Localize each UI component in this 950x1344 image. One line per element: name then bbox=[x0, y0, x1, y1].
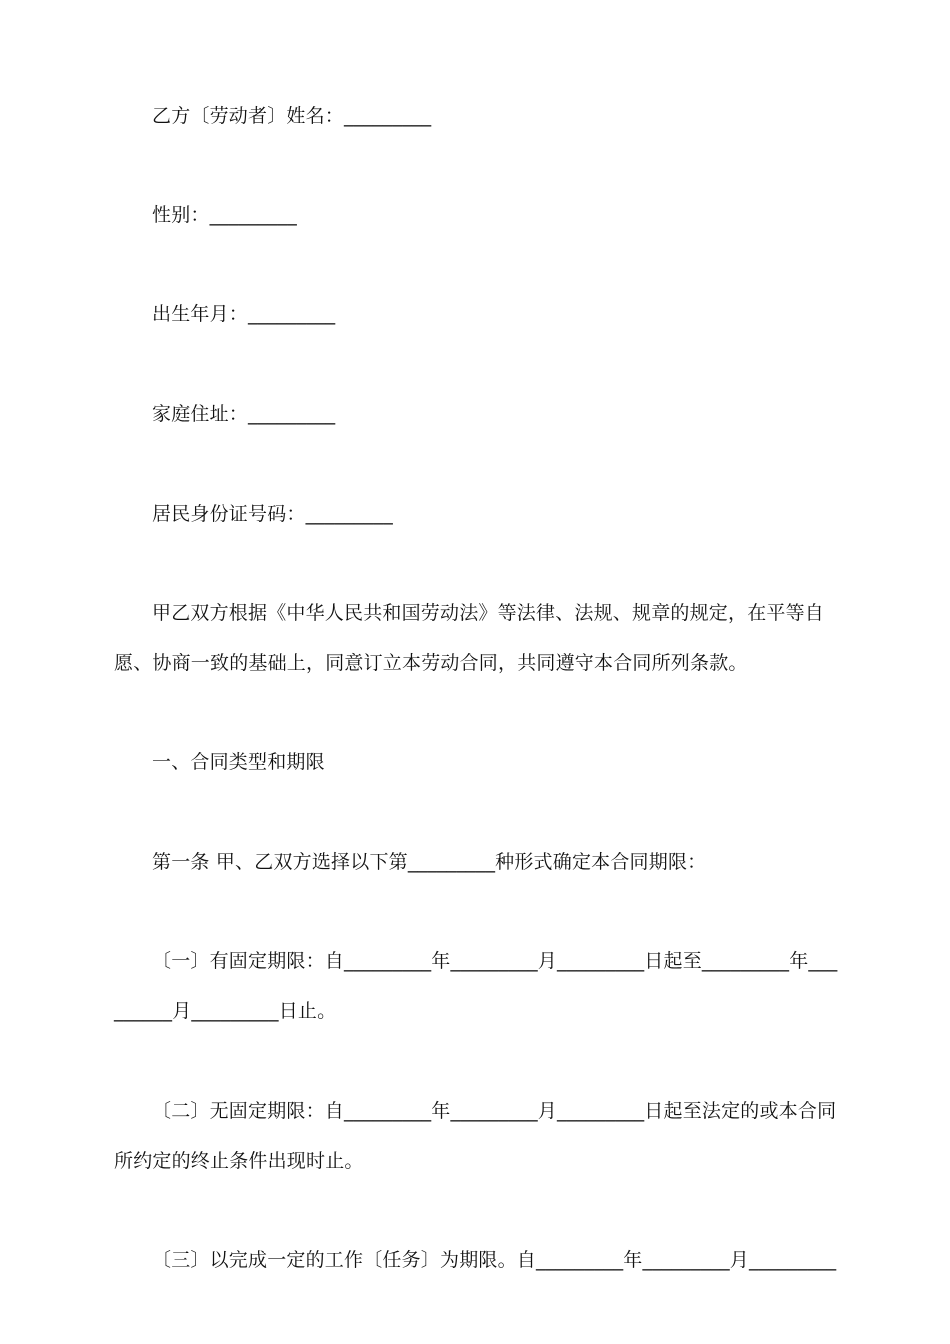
open-term-line-1: 〔二〕无固定期限：自_________年_________月_________日起至法定的或本合同 bbox=[152, 1100, 837, 1122]
preamble-line-2: 愿、协商一致的基础上，同意订立本劳动合同，共同遵守本合同所列条款。 bbox=[114, 652, 748, 674]
field-birth: 出生年月：_________ bbox=[152, 303, 336, 325]
fixed-term-line-2: ______月_________日止。 bbox=[114, 1000, 337, 1022]
field-gender: 性别：_________ bbox=[152, 204, 297, 226]
fixed-term-line-1: 〔一〕有固定期限：自_________年_________月_________日起至_________年___ bbox=[152, 950, 838, 972]
field-id-number: 居民身份证号码：_________ bbox=[152, 503, 393, 525]
section-heading: 一、合同类型和期限 bbox=[152, 751, 325, 773]
preamble-line-1: 甲乙双方根据《中华人民共和国劳动法》等法律、法规、规章的规定，在平等自 bbox=[152, 602, 825, 624]
field-address: 家庭住址：_________ bbox=[152, 403, 336, 425]
article-1: 第一条 甲、乙双方选择以下第_________种形式确定本合同期限： bbox=[152, 851, 707, 873]
open-term-line-2: 所约定的终止条件出现时止。 bbox=[114, 1150, 364, 1172]
task-term-line-1: 〔三〕以完成一定的工作〔任务〕为期限。自_________年_________月_________ bbox=[152, 1249, 837, 1271]
field-name: 乙方〔劳动者〕姓名：_________ bbox=[152, 105, 432, 127]
